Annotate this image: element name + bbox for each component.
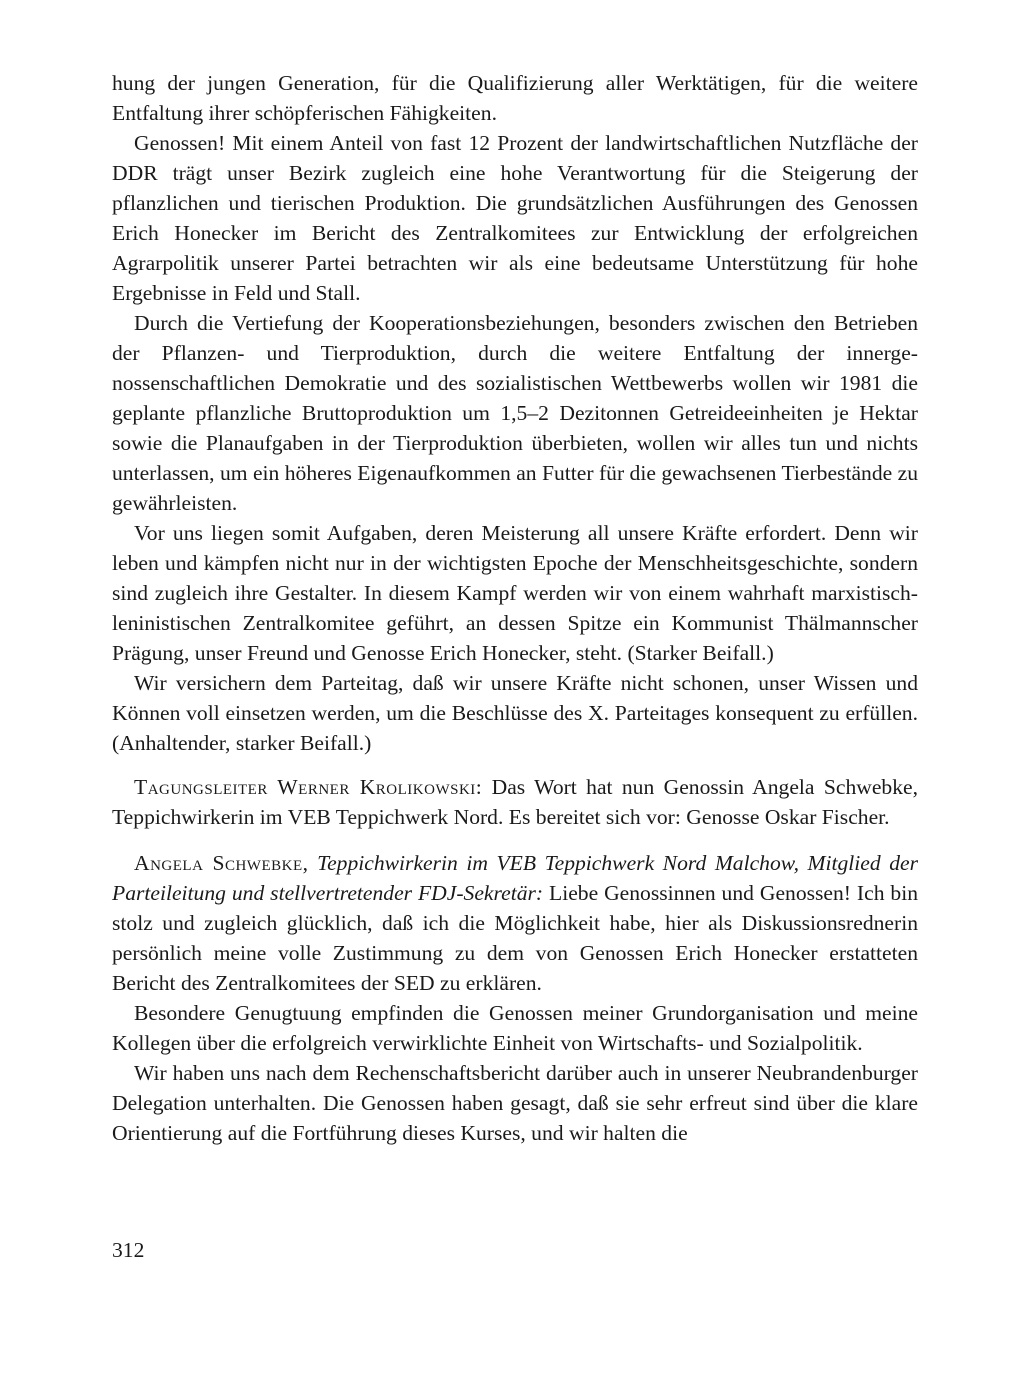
speech-speaker-name: Angela Schwebke, [134,851,309,875]
paragraph: Genossen! Mit einem Anteil von fast 12 Prozent der landwirtschaftlichen Nutzfläche der DDR trägt unser Bezirk zugleich eine hohe Verantwortung für die Steigerung der pflanzlichen und tierischen Produktion. Die grundsätzlichen Ausführungen des Genossen Erich Honecker im Bericht des Zentralkomitees zur Entwicklung der erfolgreichen Agrarpolitik unserer Partei betrachten wir als eine bedeutsame Unterstützung für hohe Ergebnisse in Feld und Stall. [112,131,918,305]
paragraph: Wir haben uns nach dem Rechenschaftsbericht darüber auch in unserer Neubrandenburger Delegation unterhalten. Die Genossen haben gesagt, daß sie sehr erfreut sind über die klare Orientierung auf die Fortführung dieses Kurses, und wir halten die [112,1061,918,1145]
paragraph: Wir versichern dem Parteitag, daß wir unsere Kräfte nicht schonen, unser Wissen und Können voll einsetzen werden, um die Beschlüsse des X. Parteitages konsequent zu erfüllen. (Anhaltender, starker Beifall.) [112,671,918,755]
chair-statement-text: Das Wort hat nun Genossin Angela Schwebke, Teppichwirkerin im VEB Teppichwerk Nord. Es bereitet sich vor: Genosse Oskar Fischer. [112,775,918,829]
speech-opening [112,848,918,998]
page-number: 312 [112,1238,145,1262]
paragraph: Besondere Genugtuung empfinden die Genossen meiner Grundorganisation und meine Kollegen über die erfolgreich verwirklichte Einheit von Wirtschafts- und Sozialpolitik. [112,1001,918,1055]
page-body [112,68,918,1148]
paragraph: Vor uns liegen somit Aufgaben, deren Meisterung all unsere Kräfte erfordert. Denn wir leben und kämpfen nicht nur in der wichtigsten Epoche der Menschheitsgeschichte, sondern sind zugleich ihre Gestalter. In diesem Kampf werden wir von einem wahrhaft marxistisch-leninistischen Zentralkomitee geführt, an dessen Spitze ein Kommunist Thälmannscher Prägung, unser Freund und Genosse Erich Honecker, steht. (Starker Beifall.) [112,521,918,665]
speech-opening-text: Liebe Genossinnen und Genossen! Ich bin stolz und zugleich glücklich, daß ich die Möglichkeit habe, hier als Diskussionsrednerin persönlich meine volle Zustimmung zu dem von Genossen Erich Honecker erstatteten Bericht des Zentralkomitees der SED zu erklären. [112,881,918,995]
chair-speaker-name: Tagungsleiter Werner Krolikowski: [134,775,483,799]
speech-speaker-role: Teppichwirkerin im VEB Teppichwerk Nord Malchow, Mitglied der Parteileitung und stellvertretender FDJ-Sekretär: [112,851,918,905]
chair-statement [112,772,918,832]
paragraph-continuation: hung der jungen Generation, für die Qualifizierung aller Werktätigen, für die weitere Entfaltung ihrer schöpferischen Fähigkeiten. [112,71,918,125]
paragraph: Durch die Vertiefung der Kooperationsbeziehungen, besonders zwischen den Betrieben der Pflanzen- und Tierproduktion, durch die weitere Entfaltung der innergenossenschaftlichen Demokratie und des sozialistischen Wettbewerbs wollen wir 1981 die geplante pflanzliche Bruttoproduktion um 1,5–2 Dezitonnen Getreideeinheiten je Hektar sowie die Planaufgaben in der Tierproduktion überbieten, wollen wir alles tun und nichts unterlassen, um ein höheres Eigenaufkommen an Futter für die gewachsenen Tierbestände zu gewährleisten. [112,311,918,515]
